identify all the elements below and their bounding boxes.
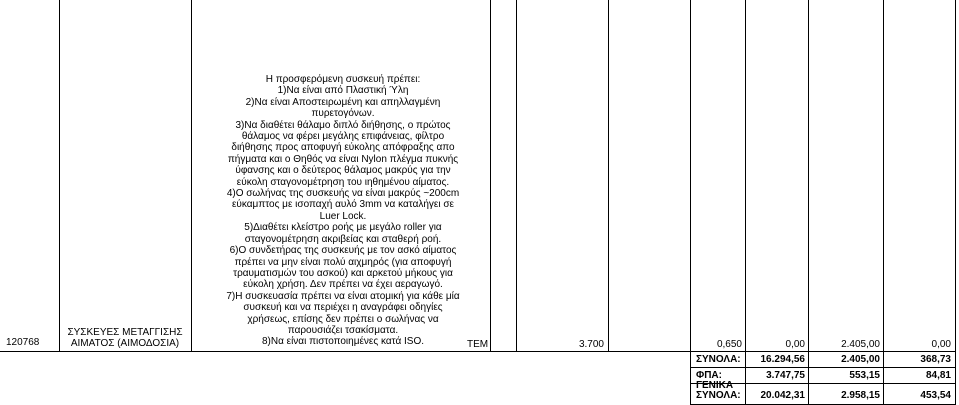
description-line: ύφανσης και ο δεύτερος θάλαμος μακρύς για την xyxy=(235,165,451,177)
subtotal-label: ΣΥΝΟΛΑ: xyxy=(696,354,741,365)
description-line: τραυματισμών του ασκού) και αρκετού μήκους για xyxy=(233,267,453,279)
description-line: εύκολη σταγονομέτρηση του ιηθημένου αίματος. xyxy=(236,176,450,188)
grand-label-1: ΓΕΝΙΚΑ xyxy=(696,380,734,391)
description-line: 7)Η συσκευασία πρέπει να είναι ατομική για κάθε μία xyxy=(226,290,460,302)
description-line: διήθησης προς αποφυγή εύκολης απόφραξης απο xyxy=(231,142,455,154)
vat-2: 553,15 xyxy=(849,370,880,381)
item-col-b: 0,00 xyxy=(931,339,951,350)
grand-1: 20.042,31 xyxy=(760,390,805,401)
description-line: 5)Διαθέτει κλείστρο ροής με μεγάλο roller για xyxy=(244,222,442,234)
description-line: χρήσεως, επίσης δεν πρέπει ο σωλήνας να xyxy=(247,313,439,325)
description-line: Luer Lock. xyxy=(319,210,367,222)
item-value: 2.405,00 xyxy=(841,339,880,350)
description-line: 3)Να διαθέτει θάλαμο διπλό διήθησης, ο πρώτος xyxy=(235,119,451,131)
item-code: 120768 xyxy=(6,337,40,348)
subtotal-2: 2.405,00 xyxy=(841,354,880,365)
vat-label: ΦΠΑ: xyxy=(696,370,722,381)
col-divider-4 xyxy=(516,0,517,351)
col-divider-6 xyxy=(690,0,691,351)
description-line: πρέπει να μην είναι πολύ αιχμηρός (για αποφυγή xyxy=(234,256,452,268)
grand-3: 453,54 xyxy=(920,390,951,401)
description-line: παρουσιάζει τσακίσματα. xyxy=(287,324,399,336)
description-line: Η προσφερόμενη συσκευή πρέπει: xyxy=(265,74,421,85)
description-line: 6)Ο συνδετήρας της συσκευής με τον ασκό αίματος xyxy=(229,245,457,257)
totals-left-border xyxy=(690,351,691,405)
col-divider-5 xyxy=(608,0,609,351)
description-line: εύκαμπτος με ισοπαχή αυλό 3mm να καταλήγει σε xyxy=(231,199,455,211)
description-line: σταγονομέτρηση ακριβείας και σταθερή ροή. xyxy=(244,233,442,245)
item-price: 0,650 xyxy=(716,339,742,350)
grand-label-2: ΣΥΝΟΛΑ: xyxy=(696,390,741,401)
totals-line-1 xyxy=(690,367,956,368)
item-name-line-2: ΑΙΜΑΤΟΣ (ΑΙΜΟΔΟΣΙΑ) xyxy=(70,338,180,349)
col-divider-1 xyxy=(59,0,60,351)
description-line: πυρετογόνων. xyxy=(311,108,375,120)
description-line: συσκευή και να περιέχει η αναγράφει οδηγίες xyxy=(243,302,443,314)
description-line: θάλαμος να φέρει μεγάλης επιφάνειας, φίλτρο xyxy=(241,131,445,143)
col-divider-8 xyxy=(808,0,809,405)
subtotal-3: 368,73 xyxy=(920,354,951,365)
vat-3: 84,81 xyxy=(925,370,951,381)
grand-2: 2.958,15 xyxy=(841,390,880,401)
item-col-a: 0,00 xyxy=(785,339,805,350)
description-line: πήγματα και ο Θηθός να είναι Nylon πλέγμα πυκνής xyxy=(227,153,459,165)
row-bottom-line xyxy=(0,351,956,352)
item-description xyxy=(200,74,489,350)
description-line: 4)Ο σωλήνας της συσκευής να είναι μακρύς ~200cm xyxy=(226,188,460,200)
col-divider-2 xyxy=(191,0,192,351)
description-line: 8)Να είναι πιστοποιημένες κατά ISO. xyxy=(261,336,425,348)
col-divider-3 xyxy=(490,0,491,351)
description-line: 1)Να είναι από Πλαστική Ύλη xyxy=(277,85,409,97)
item-name-line-1: ΣΥΣΚΕΥΕΣ ΜΕΤΑΓΓΙΣΗΣ xyxy=(67,327,183,338)
col-divider-9 xyxy=(883,0,884,405)
description-line: 2)Να είναι Αποστειρωμένη και απηλλαγμένη xyxy=(245,96,441,108)
subtotal-1: 16.294,56 xyxy=(760,354,805,365)
vat-1: 3.747,75 xyxy=(766,370,805,381)
description-line: εύκολη χρήση. Δεν πρέπει να έχει αεραγωγό. xyxy=(243,279,443,291)
col-divider-10 xyxy=(955,0,956,405)
col-divider-7 xyxy=(745,0,746,405)
item-unit: ΤΕΜ xyxy=(467,339,489,350)
item-quantity: 3.700 xyxy=(578,339,604,350)
